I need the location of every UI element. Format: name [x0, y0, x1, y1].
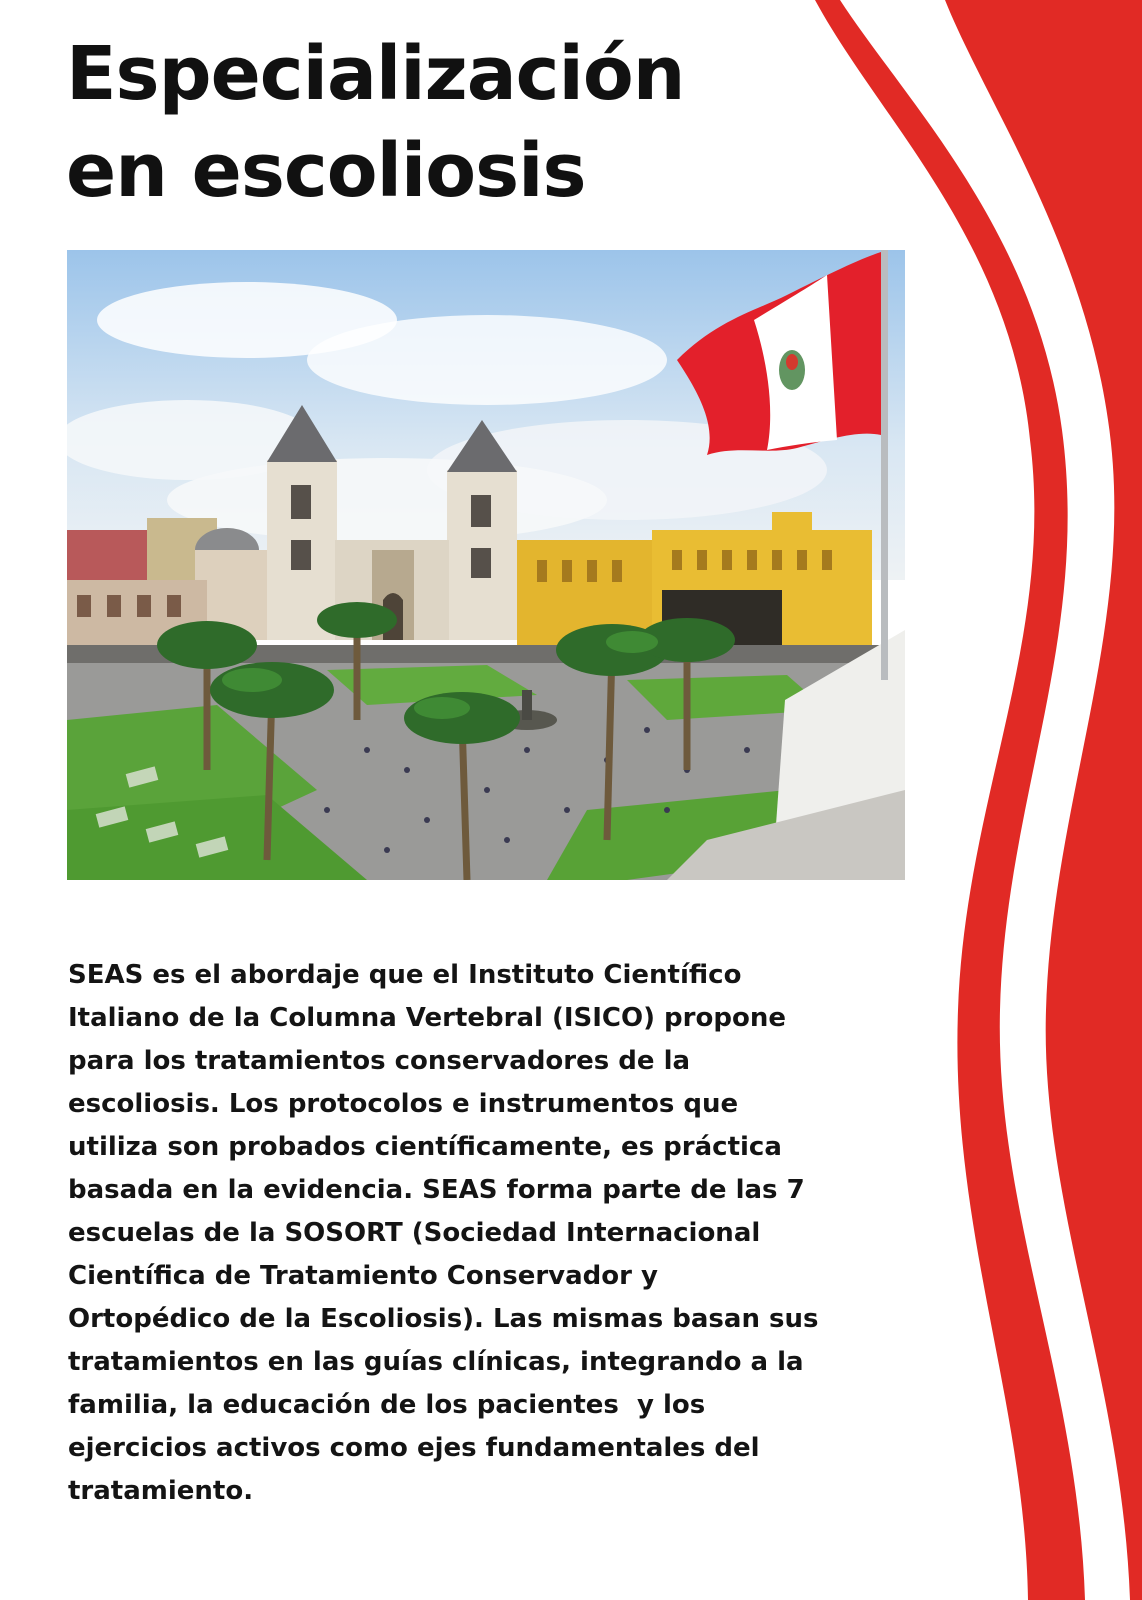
title-line: en escoliosis	[66, 128, 586, 214]
paragraph-line: basada en la evidencia. SEAS forma parte de las 7	[68, 1175, 805, 1205]
paragraph-line: utiliza son probados científicamente, es práctica	[68, 1132, 782, 1162]
paragraph-line: Científica de Tratamiento Conservador y	[68, 1261, 658, 1291]
plaza-photo-illustration	[67, 250, 905, 880]
paragraph-line: Italiano de la Columna Vertebral (ISICO) propone	[68, 1003, 786, 1033]
paragraph-line: Ortopédico de la Escoliosis). Las mismas basan sus	[68, 1304, 819, 1334]
description-paragraph	[68, 954, 888, 1513]
paragraph-line: escuelas de la SOSORT (Sociedad Internacional	[68, 1218, 761, 1248]
page-title	[66, 26, 826, 220]
paragraph-line: tratamientos en las guías clínicas, integrando a la	[68, 1347, 804, 1377]
paragraph-line: SEAS es el abordaje que el Instituto Científico	[68, 960, 742, 990]
paragraph-line: escoliosis. Los protocolos e instrumentos que	[68, 1089, 739, 1119]
paragraph-line: familia, la educación de los pacientes y los	[68, 1390, 706, 1420]
plaza-photo	[67, 250, 905, 880]
title-line: Especialización	[66, 31, 685, 117]
paragraph-line: para los tratamientos conservadores de la	[68, 1046, 691, 1076]
paragraph-line: tratamiento.	[68, 1476, 254, 1506]
paragraph-line: ejercicios activos como ejes fundamentales del	[68, 1433, 760, 1463]
